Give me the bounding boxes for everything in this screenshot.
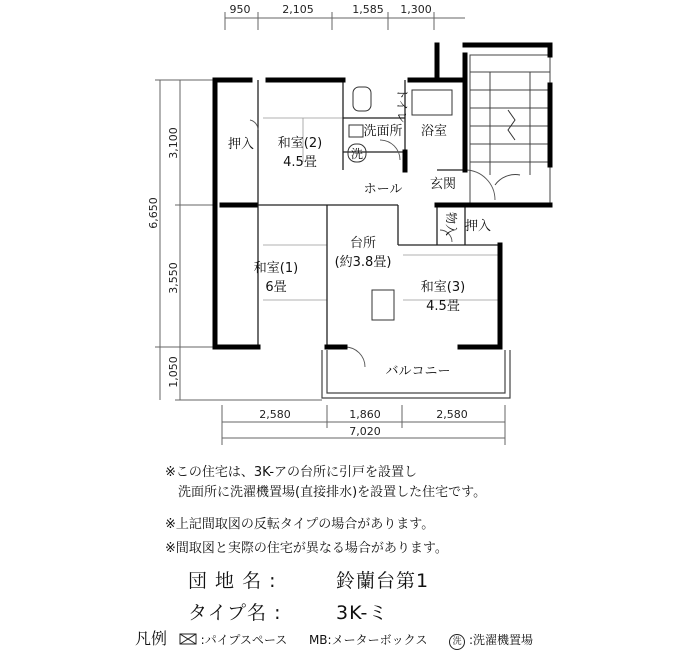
dim-top-3: 1,585 <box>352 3 384 16</box>
room-daidokoro-size: (約3.8畳) <box>334 255 392 270</box>
legend-mb: MB:メーターボックス <box>308 633 428 647</box>
dim-top-2: 2,105 <box>282 3 314 16</box>
legend-sentaku: :洗濯機置場 <box>468 633 533 647</box>
note-line-2: 洗面所に洗濯機置場(直接排水)を設置した住宅です。 <box>178 485 487 500</box>
room-washitsu-1-size: 6畳 <box>265 280 287 295</box>
washer-mark: 洗 <box>350 147 364 161</box>
room-daidokoro-name: 台所 <box>349 236 377 251</box>
washer-icon: 洗 <box>449 634 465 650</box>
room-washitsu-3-name: 和室(3) <box>420 280 466 295</box>
note-line-1: ※この住宅は、3K-アの台所に引戸を設置し <box>165 465 418 480</box>
room-washitsu-3-size: 4.5畳 <box>426 299 460 314</box>
room-yokushitsu: 浴室 <box>420 124 448 139</box>
room-oshiire-1: 押入 <box>227 137 255 152</box>
dim-bottom-total: 7,020 <box>349 425 381 438</box>
note-line-3: ※上記間取図の反転タイプの場合があります。 <box>165 517 435 532</box>
stairwell <box>470 55 550 205</box>
dim-top-4: 1,300 <box>400 3 432 16</box>
dim-bottom-1: 2,580 <box>259 408 291 421</box>
room-oshiire-2: 押入 <box>464 219 492 234</box>
dim-top-1: 950 <box>229 3 251 16</box>
room-washitsu-1-name: 和室(1) <box>253 261 299 276</box>
danchi-label: 団 地 名 : <box>188 570 277 592</box>
left-dimension <box>155 80 322 400</box>
room-genkan: 玄関 <box>429 177 457 192</box>
room-washitsu-2-name: 和室(2) <box>277 136 323 151</box>
danchi-value: 鈴蘭台第1 <box>336 570 430 592</box>
pipe-space-icon <box>179 633 197 645</box>
dim-left-3: 1,050 <box>167 356 180 388</box>
note-line-4: ※間取図と実際の住宅が異なる場合があります。 <box>165 541 448 556</box>
legend-pipe: :パイプスペース <box>200 633 288 647</box>
room-washitsu-2-size: 4.5畳 <box>283 155 317 170</box>
dim-left-total: 6,650 <box>147 197 160 229</box>
type-label: タイプ名 : <box>188 602 282 624</box>
room-balcony: バルコニー <box>385 364 451 379</box>
dim-bottom-3: 2,580 <box>436 408 468 421</box>
legend-title: 凡例 <box>135 629 168 648</box>
dim-left-2: 3,550 <box>167 262 180 294</box>
type-value: 3K-ミ <box>336 602 389 624</box>
dim-left-1: 3,100 <box>167 127 180 159</box>
room-toilet: トイレ <box>395 88 409 124</box>
room-monoire: 物入 <box>444 212 458 237</box>
legend <box>135 626 533 650</box>
room-senmenjo: 洗面所 <box>363 124 403 139</box>
room-hall: ホール <box>363 182 403 197</box>
dim-bottom-2: 1,860 <box>349 408 381 421</box>
